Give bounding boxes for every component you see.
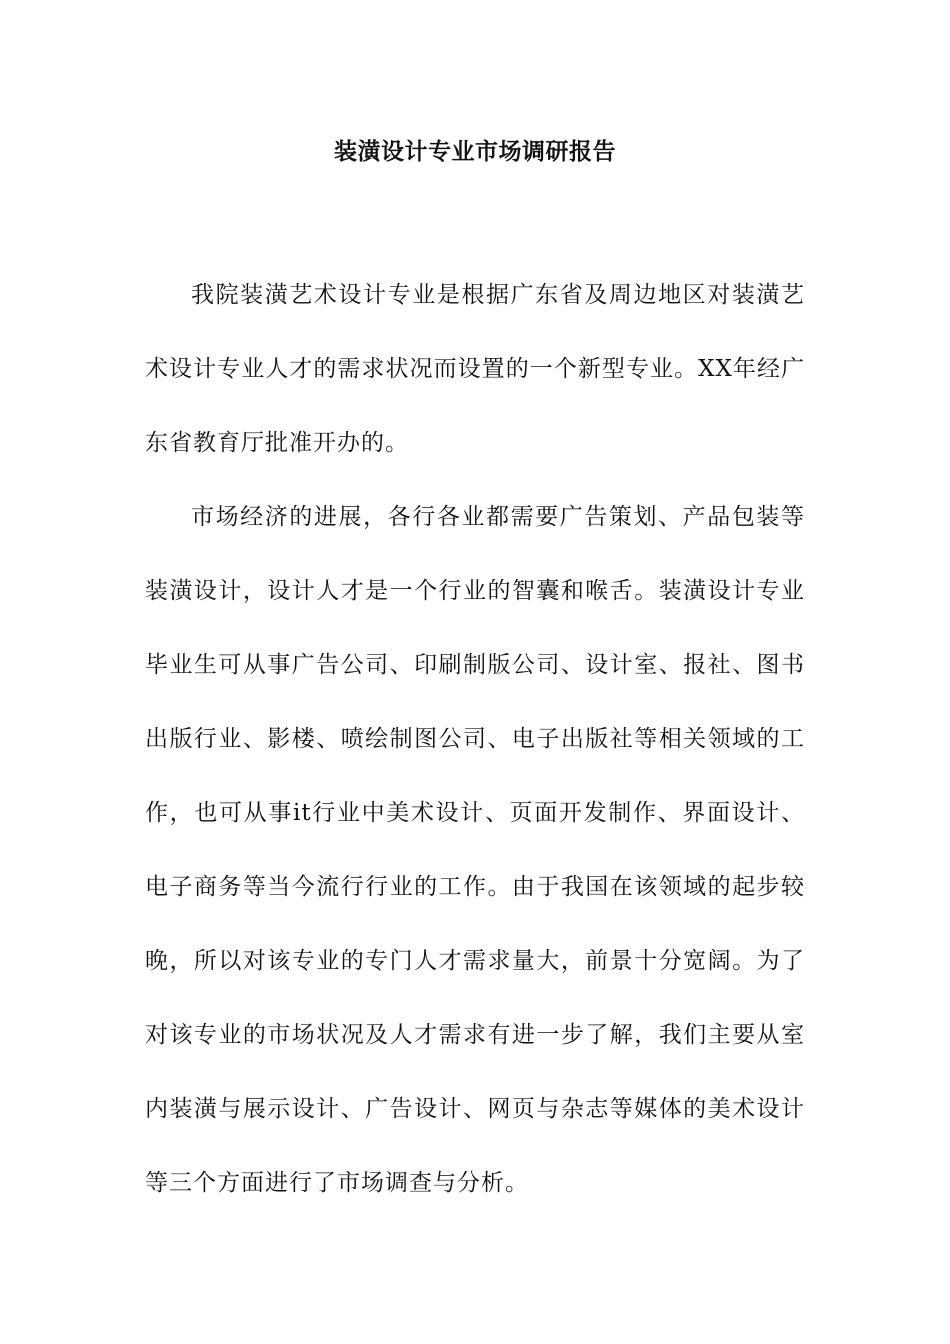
- document-body: [145, 258, 805, 1220]
- paragraph-intro: 我院装潢艺术设计专业是根据广东省及周边地区对装潢艺术设计专业人才的需求状况而设置的一个新型专业。XX年经广东省教育厅批准开办的。: [145, 282, 805, 456]
- paragraph-market: 市场经济的进展，各行各业都需要广告策划、产品包装等装潢设计，设计人才是一个行业的智囊和喉舌。装潢设计专业毕业生可从事广告公司、印刷制版公司、设计室、报社、图书出版行业、影楼、喷绘制图公司、电子出版社等相关领域的工作，也可从事it行业中美术设计、页面开发制作、界面设计、电子商务等当今流行行业的工作。由于我国在该领域的起步较晚，所以对该专业的专门人才需求量大，前景十分宽阔。为了对该专业的市场状况及人才需求有进一步了解，我们主要从室内装潢与展示设计、广告设计、网页与杂志等媒体的美术设计等三个方面进行了市场调查与分析。: [145, 504, 805, 1196]
- document-title: 装潢设计专业市场调研报告: [334, 138, 616, 165]
